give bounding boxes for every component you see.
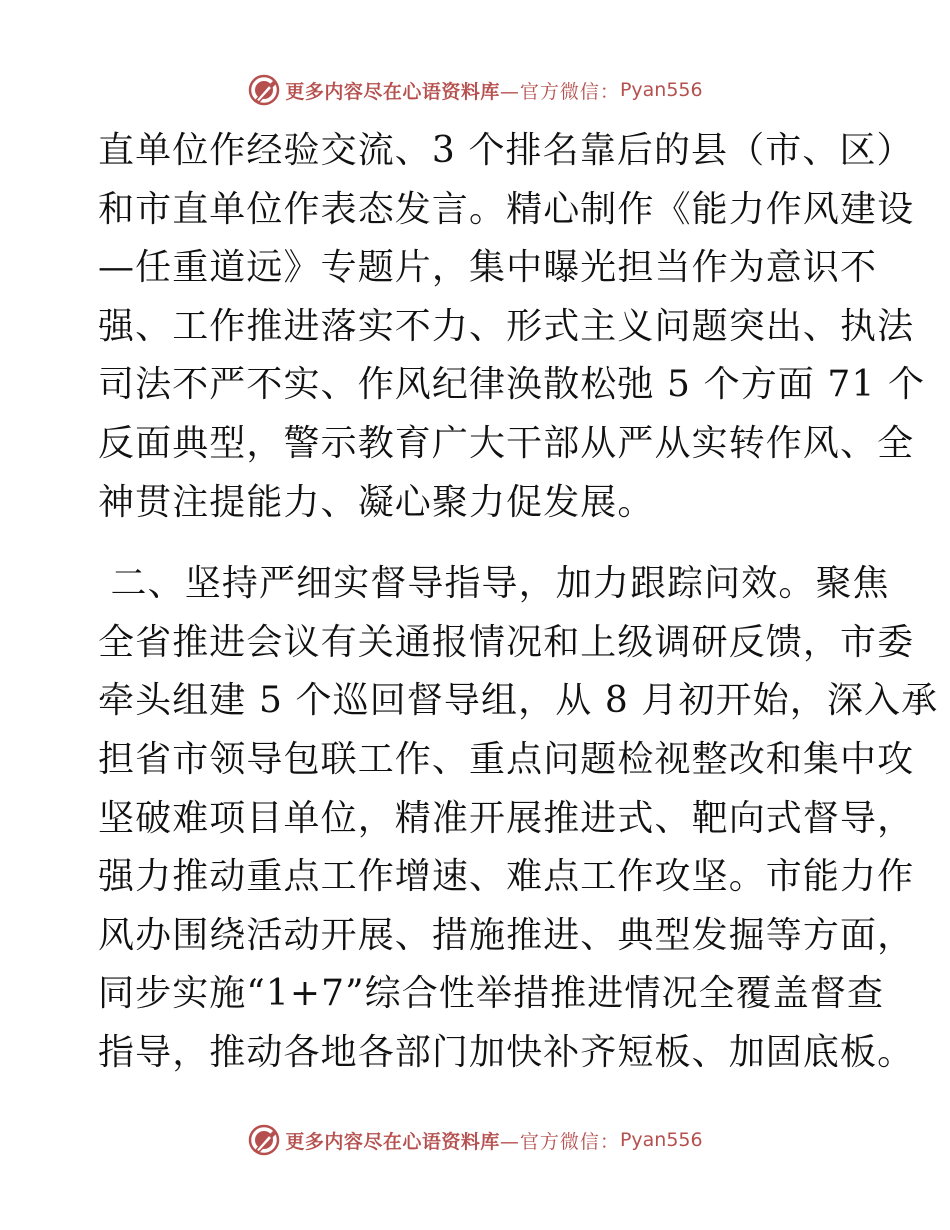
text-line: 风办围绕活动开展、措施推进、典型发掘等方面， <box>98 914 915 956</box>
paragraph-gap <box>98 532 858 555</box>
text-line: 强力推动重点工作增速、难点工作攻坚。市能力作 <box>98 856 915 898</box>
document-body <box>98 122 939 1083</box>
watermark-title: 更多内容尽在心语资料库 <box>285 80 500 103</box>
watermark-wechat-id: Pyan556 <box>619 1129 703 1151</box>
watermark-wechat-id: Pyan556 <box>619 79 703 101</box>
text-line: 二、坚持严细实督导指导，加力跟踪问效。聚焦 <box>98 563 890 605</box>
text-line: 全省推进会议有关通报情况和上级调研反馈，市委 <box>98 621 915 663</box>
text-line: 神贯注提能力、凝心聚力促发展。 <box>98 481 655 523</box>
paragraph-2 <box>98 555 939 1082</box>
text-line: 担省市领导包联工作、重点问题检视整改和集中攻 <box>98 738 915 780</box>
watermark-title: 更多内容尽在心语资料库 <box>285 1130 500 1153</box>
footer-watermark <box>0 1120 950 1160</box>
text-line: 反面典型，警示教育广大干部从严从实转作风、全 <box>98 422 915 464</box>
text-line: 同步实施“1+7”综合性举措推进情况全覆盖督查 <box>98 973 885 1015</box>
pen-logo-icon <box>247 1123 281 1157</box>
watermark-wechat-label: —官方微信： <box>499 1130 620 1153</box>
text-line: 司法不严不实、作风纪律涣散松弛 5 个方面 71 个 <box>98 364 926 406</box>
watermark-wechat-label: —官方微信： <box>499 80 620 103</box>
pen-logo-icon <box>247 73 281 107</box>
text-line: 强、工作推进落实不力、形式主义问题突出、执法 <box>98 305 915 347</box>
text-line: 坚破难项目单位，精准开展推进式、靶向式督导， <box>98 797 915 839</box>
text-line: —任重道远》专题片，集中曝光担当作为意识不 <box>98 247 878 289</box>
text-line: 指导，推动各地各部门加快补齐短板、加固底板。 <box>98 1031 915 1073</box>
text-line: 直单位作经验交流、3 个排名靠后的县（市、区） <box>98 130 914 171</box>
text-line: 和市直单位作表态发言。精心制作《能力作风建设 <box>98 188 915 230</box>
text-line: 牵头组建 5 个巡回督导组，从 8 月初开始，深入承 <box>98 680 939 722</box>
paragraph-1 <box>98 122 926 532</box>
header-watermark <box>0 70 950 110</box>
